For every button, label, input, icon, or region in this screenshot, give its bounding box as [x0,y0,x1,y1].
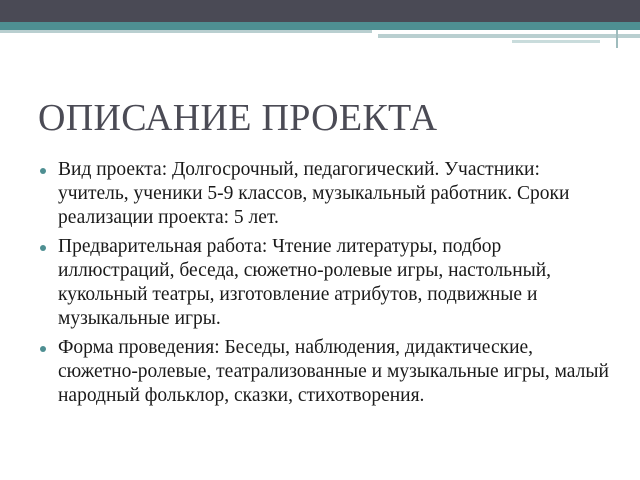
bullet-list [40,158,612,413]
accent-line [512,40,600,43]
bullet-item [40,235,612,331]
bullet-text: Форма проведения: Беседы, наблюдения, дидактические, сюжетно-ролевые, театрализованные и музыкальные игры, малый народный фольклор, сказки, стихотворения. [58,337,609,406]
accent-line [0,30,372,33]
bullet-item [40,336,612,408]
accent-edge-line [616,30,618,48]
bullet-text: Предварительная работа: Чтение литературы, подбор иллюстраций, беседа, сюжетно-ролевые игры, настольный, кукольный театры, изготовление атрибутов, подвижные и музыкальные игры. [58,236,552,329]
bullet-dot-icon [40,168,46,174]
bullet-text: Вид проекта: Долгосрочный, педагогический. Участники: учитель, ученики 5-9 классов, музыкальный работник. Сроки реализации проекта: 5 лет. [58,159,570,228]
accent-strip [0,22,640,30]
bullet-dot-icon [40,245,46,251]
bullet-item [40,158,612,230]
top-decor-bar [0,0,640,22]
bullet-dot-icon [40,346,46,352]
accent-line [378,34,640,38]
slide-title: ОПИСАНИЕ ПРОЕКТА [38,97,438,139]
